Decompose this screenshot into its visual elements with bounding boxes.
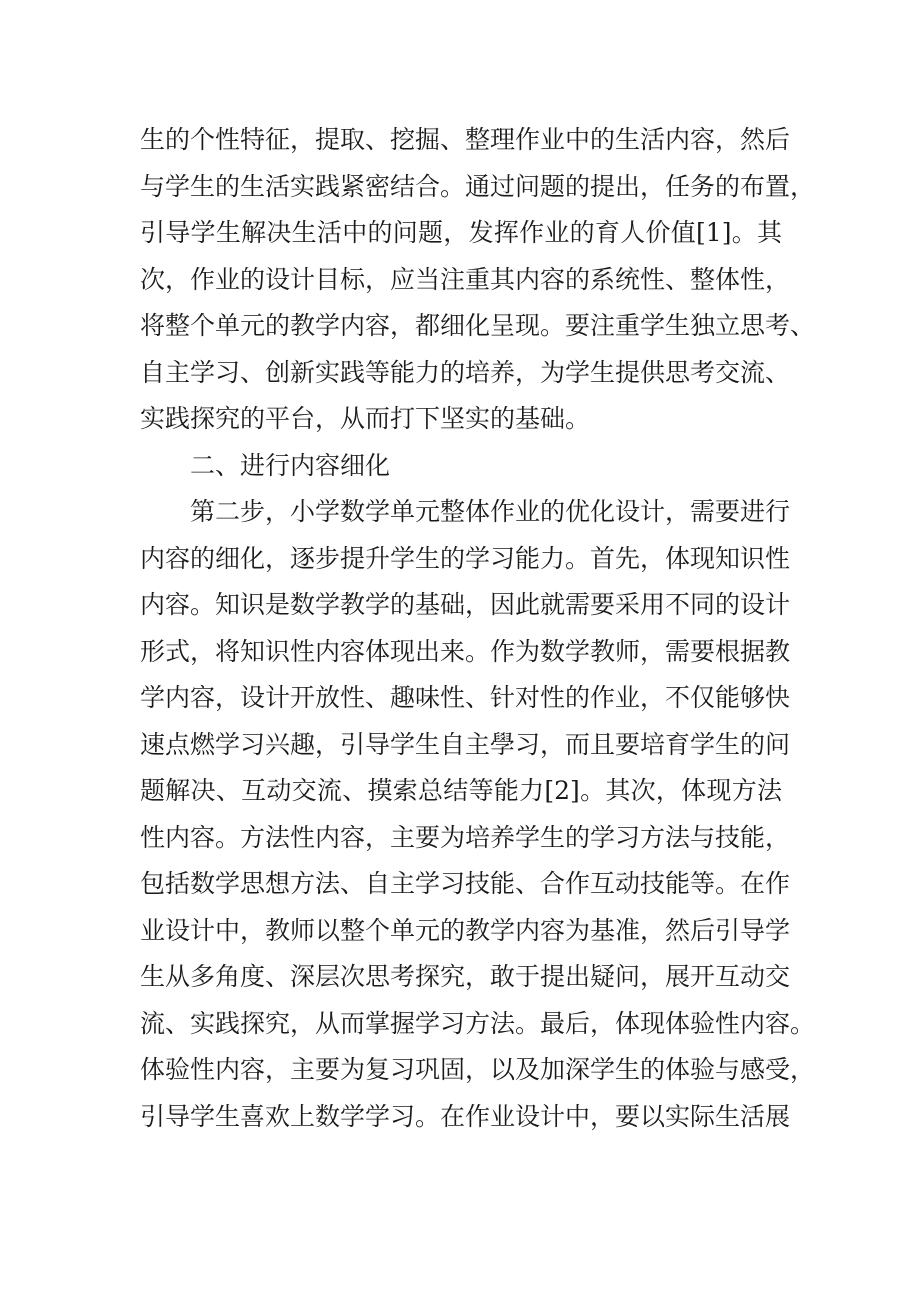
text-line: 自主学习、创新实践等能力的培养，为学生提供思考交流、 (140, 357, 791, 387)
text-line: 第二步，小学数学单元整体作业的优化设计，需要进行 (190, 497, 791, 526)
text-line: 流、实践探究，从而掌握学习方法。最后，体现体验性内容。 (140, 1008, 816, 1038)
text-line: 实践探究的平台，从而打下坚实的基础。 (140, 404, 591, 433)
text-line: 学内容，设计开放性、趣味性、针对性的作业，不仅能够快 (140, 683, 791, 712)
text-line: 生从多角度、深层次思考探究，敢于提出疑问，展开互动交 (140, 962, 791, 991)
text-line: 与学生的生活实践紧密结合。通过问题的提出，任务的布置， (140, 171, 816, 201)
text-line: 速点燃学习兴趣，引导学生自主學习，而且要培育学生的问 (140, 729, 791, 759)
text-line: 形式，将知识性内容体现出来。作为数学教师，需要根据教 (140, 636, 791, 666)
text-line: 将整个单元的教学内容，都细化呈现。要注重学生独立思考、 (140, 311, 816, 340)
text-line: 引导学生喜欢上数学学习。在作业设计中，要以实际生活展 (140, 1101, 791, 1131)
text-line: 业设计中，教师以整个单元的教学内容为基准，然后引导学 (140, 915, 791, 945)
section-heading: 二、进行内容细化 (190, 450, 391, 480)
text-line: 包括数学思想方法、自主学习技能、合作互动技能等。在作 (140, 869, 791, 898)
text-line: 引导学生解决生活中的问题，发挥作业的育人价值[1]。其 (140, 218, 782, 247)
text-line: 体验性内容，主要为复习巩固，以及加深学生的体验与感受， (140, 1055, 816, 1084)
text-line: 内容的细化，逐步提升学生的学习能力。首先，体现知识性 (140, 543, 791, 573)
text-line: 内容。知识是数学教学的基础，因此就需要采用不同的设计 (140, 590, 791, 619)
body-text (140, 117, 816, 1140)
text-line: 生的个性特征，提取、挖掘、整理作业中的生活内容，然后 (140, 125, 791, 154)
text-line: 性内容。方法性内容，主要为培养学生的学习方法与技能， (140, 822, 791, 852)
text-line: 次，作业的设计目标，应当注重其内容的系统性、整体性， (140, 264, 791, 294)
text-line: 题解决、互动交流、摸索总结等能力[2]。其次，体现方法 (140, 776, 782, 805)
